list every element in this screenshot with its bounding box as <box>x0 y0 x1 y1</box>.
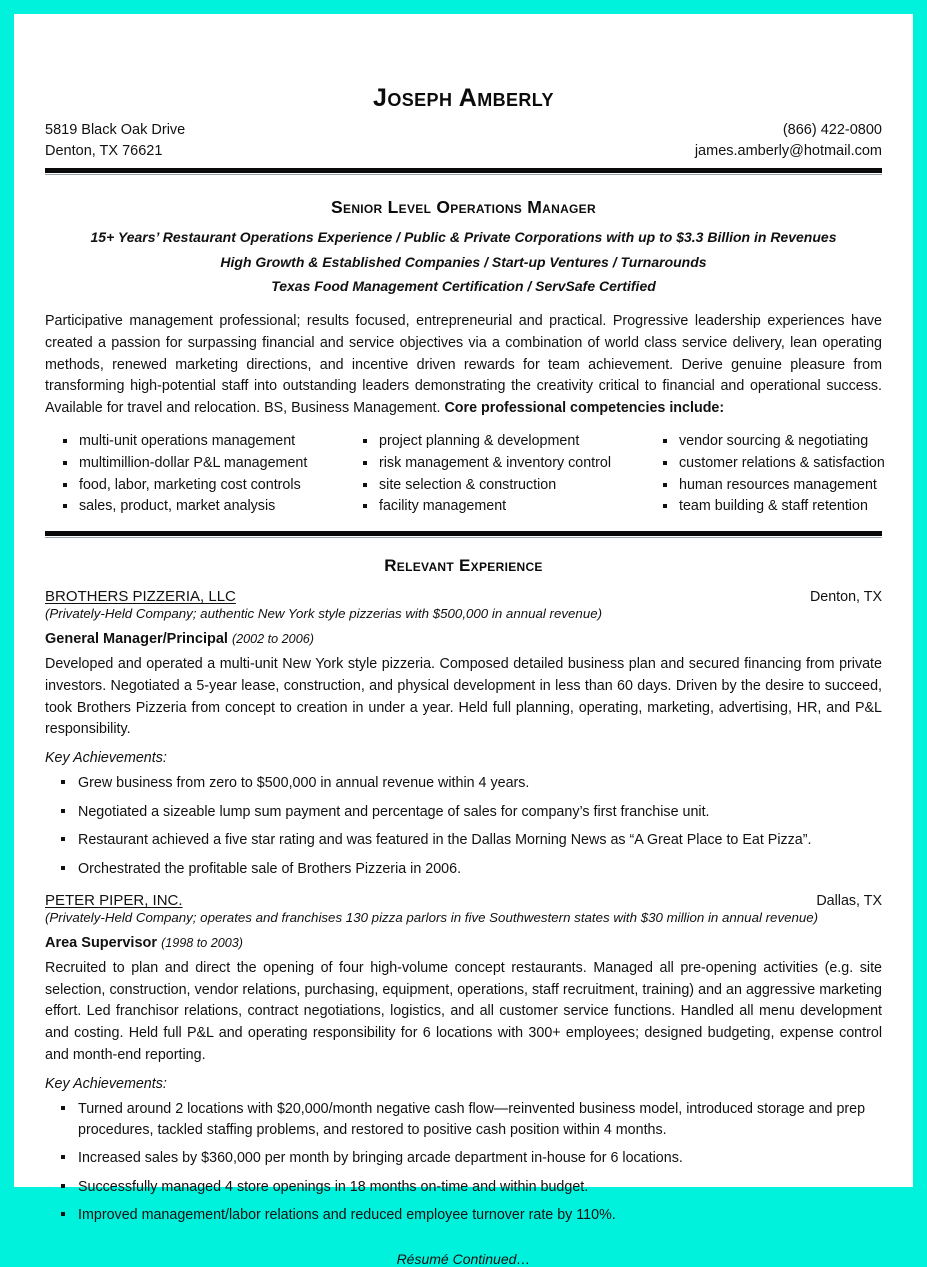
competency-item <box>59 496 350 518</box>
section-heading-experience: Relevant Experience <box>384 556 543 576</box>
achievement-text: Increased sales by $360,000 per month by bringing arcade department in-house for 6 locations. <box>78 1150 683 1167</box>
bullet-square-icon <box>61 809 65 813</box>
competency-label: risk management & inventory control <box>379 454 612 471</box>
achievement-item <box>45 830 882 851</box>
achievements-list <box>45 1099 882 1227</box>
competency-item <box>359 496 650 518</box>
competency-item <box>659 496 882 518</box>
achievement-text: Improved management/labor relations and reduced employee turnover rate by 110%. <box>78 1207 616 1224</box>
employer-row <box>45 892 882 909</box>
bullet-square-icon <box>663 504 667 508</box>
phone-number: (866) 422-0800 <box>782 122 882 139</box>
achievement-item <box>45 1099 882 1142</box>
divider-bar <box>45 531 882 536</box>
bullet-square-icon <box>63 461 67 465</box>
email-address[interactable]: james.amberly@hotmail.com <box>694 142 882 159</box>
divider-hairline <box>45 537 882 538</box>
employer-description: (Privately-Held Company; authentic New York style pizzerias with $500,000 in annual revenue) <box>45 606 603 622</box>
competency-item <box>659 453 885 475</box>
tagline-1: 15+ Years’ Restaurant Operations Experience / Public & Private Corporations with up to $3.3 Billion in Revenues <box>90 229 837 246</box>
competency-item <box>359 453 650 475</box>
competency-label: human resources management <box>679 476 877 493</box>
competency-label: vendor sourcing & negotiating <box>679 432 869 449</box>
bullet-square-icon <box>363 504 367 508</box>
divider-hairline <box>45 174 882 175</box>
achievements-list <box>45 773 882 880</box>
competency-label: project planning & development <box>379 432 580 449</box>
competency-label: multimillion-dollar P&L management <box>79 454 308 471</box>
achievement-item <box>45 773 882 794</box>
professional-summary <box>45 311 882 420</box>
competency-label: multi-unit operations management <box>79 432 296 449</box>
competency-item <box>59 453 350 475</box>
achievement-text: Turned around 2 locations with $20,000/month negative cash flow—reinvented business model, introduced storage and prep procedures, tackled staffing problems, and restored to positive cash position within 4 months. <box>78 1100 866 1138</box>
employer-description: (Privately-Held Company; operates and franchises 130 pizza parlors in five Southwestern states with $30 million in annual revenue) <box>45 909 819 925</box>
employer-row <box>45 588 882 605</box>
competency-label: customer relations & satisfaction <box>679 454 885 471</box>
bullet-square-icon <box>663 483 667 487</box>
continuation-note: Résumé Continued… <box>396 1250 531 1267</box>
resume-content <box>45 14 885 1267</box>
role-description: Developed and operated a multi-unit New York style pizzeria. Composed detailed business plan and secured financing from private investors. Negotiated a 5-year lease, construction, and physical development in less than 60 days. Driven by the desire to succeed, took Brothers Pizzeria from concept to creation in under a year. Held full planning, operating, marketing, advertising, HR, and P&L responsibility. <box>45 656 882 738</box>
role-description: Recruited to plan and direct the opening of four high-volume concept restaurants. Managed all pre-opening activities (e.g. site selection, construction, vendor relations, purchasing, equipment, operations, staff recruitment, training) and an aggressive marketing effort. Led franchisor relations, contract negotiations, logistics, and all customer service functions. Handled all menu development and costing. Held full P&L and operating responsibility for 6 locations with 300+ employees; designed budgeting, expense control and month-end reporting. <box>45 959 882 1063</box>
bullet-square-icon <box>61 1155 65 1159</box>
contact-block <box>45 120 882 161</box>
contact-methods <box>695 120 882 161</box>
achievement-item <box>45 1148 882 1169</box>
competency-item <box>359 475 650 497</box>
candidate-name: Joseph Amberly <box>373 84 554 112</box>
role-row <box>45 631 882 647</box>
employer-name: PETER PIPER, INC. <box>45 891 183 909</box>
role-dates: (2002 to 2006) <box>231 632 314 647</box>
achievement-text: Grew business from zero to $500,000 in annual revenue within 4 years. <box>78 775 530 792</box>
tagline-2: High Growth & Established Companies / Start-up Ventures / Turnarounds <box>220 253 707 270</box>
competency-label: facility management <box>379 498 507 515</box>
address-block <box>45 120 185 161</box>
core-competencies <box>45 431 885 518</box>
competency-item <box>59 431 350 453</box>
bullet-square-icon <box>663 439 667 443</box>
competency-label: food, labor, marketing cost controls <box>79 476 301 493</box>
competency-item <box>359 431 650 453</box>
bullet-square-icon <box>61 866 65 870</box>
summary-body: Participative management professional; results focused, entrepreneurial and practical. Progressive leadership experiences have created a passion for surpassing financial and service objectives via a combination of world class service delivery, lean operating methods, renewed marketing directions, and incentive driven rewards for team achievement. Derive genuine pleasure from transforming high-potential staff into outstanding leaders demonstrating the creativity critical to financial and operational success. Available for travel and relocation. BS, Business Management. <box>45 313 882 417</box>
bullet-square-icon <box>363 439 367 443</box>
employer-location: Dallas, TX <box>816 892 882 909</box>
role-title: Area Supervisor <box>45 934 158 951</box>
employer-location: Denton, TX <box>809 589 882 606</box>
experience-entry <box>45 588 882 880</box>
bullet-square-icon <box>61 1106 65 1110</box>
divider-bar <box>45 168 882 173</box>
achievement-item <box>45 1205 882 1226</box>
achievement-text: Restaurant achieved a five star rating and was featured in the Dallas Morning News as “A Great Place to Eat Pizza”. <box>78 832 812 849</box>
bullet-square-icon <box>61 1212 65 1216</box>
achievement-item <box>45 802 882 823</box>
role-dates: (1998 to 2003) <box>161 935 243 950</box>
summary-bold-tail: Core professional competencies include: <box>444 400 725 417</box>
achievements-label: Key Achievements: <box>45 750 167 767</box>
competency-label: team building & staff retention <box>679 498 868 515</box>
achievement-text: Orchestrated the profitable sale of Brothers Pizzeria in 2006. <box>78 860 462 877</box>
competency-column-3 <box>650 431 885 518</box>
achievement-text: Successfully managed 4 store openings in 18 months on-time and within budget. <box>78 1178 589 1195</box>
competency-item <box>659 475 882 497</box>
header-divider-rule <box>45 168 882 175</box>
role-row <box>45 935 882 951</box>
address-line-2: Denton, TX 76621 <box>45 142 163 159</box>
competency-label: site selection & construction <box>379 476 557 493</box>
competency-column-1 <box>45 431 350 518</box>
role-title: General Manager/Principal <box>45 631 228 648</box>
bullet-square-icon <box>363 461 367 465</box>
achievement-item <box>45 1177 882 1198</box>
competency-item <box>59 475 350 497</box>
achievements-label: Key Achievements: <box>45 1075 167 1092</box>
experience-divider-rule <box>45 531 882 538</box>
headline-title: Senior Level Operations Manager <box>331 197 596 218</box>
bullet-square-icon <box>663 461 667 465</box>
achievement-text: Negotiated a sizeable lump sum payment and percentage of sales for company’s first franchise unit. <box>78 803 710 820</box>
bullet-square-icon <box>63 439 67 443</box>
competency-column-2 <box>350 431 650 518</box>
bullet-square-icon <box>63 483 67 487</box>
employer-name: BROTHERS PIZZERIA, LLC <box>45 588 236 606</box>
bullet-square-icon <box>363 483 367 487</box>
competency-label: sales, product, market analysis <box>79 498 276 515</box>
address-line-1: 5819 Black Oak Drive <box>45 122 186 139</box>
bullet-square-icon <box>63 504 67 508</box>
competency-item <box>659 431 882 453</box>
bullet-square-icon <box>61 837 65 841</box>
achievement-item <box>45 859 882 880</box>
resume-page <box>14 14 913 1267</box>
experience-entry <box>45 892 882 1227</box>
bullet-square-icon <box>61 780 65 784</box>
bullet-square-icon <box>61 1184 65 1188</box>
tagline-3: Texas Food Management Certification / ServSafe Certified <box>271 278 656 294</box>
